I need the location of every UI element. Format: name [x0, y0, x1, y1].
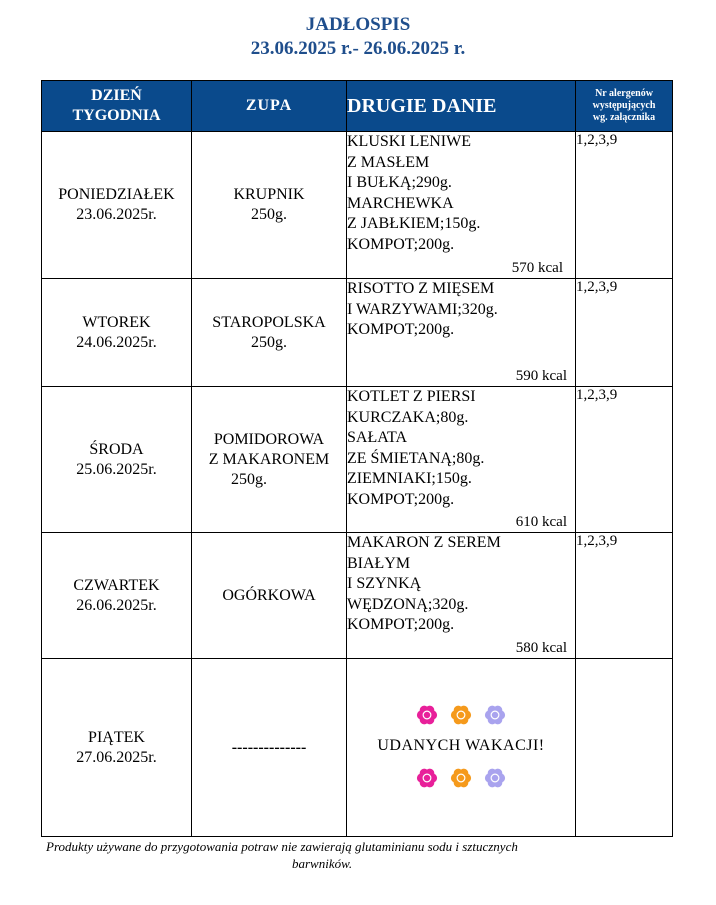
- soup-cell: --------------: [192, 659, 347, 837]
- main-dish-cell: KOTLET Z PIERSI KURCZAKA;80g. SAŁATA ZE ŚMIETANĄ;80g. ZIEMNIAKI;150g. KOMPOT;200g. 610 kcal: [347, 387, 576, 533]
- kcal-value: 580 kcal: [515, 639, 567, 656]
- allergens-cell: [576, 659, 673, 837]
- soup-cell: STAROPOLSKA 250g.: [192, 279, 347, 387]
- flower-row-bottom: [347, 767, 575, 791]
- day-cell: PIĄTEK 27.06.2025r.: [42, 659, 192, 837]
- table-header-row: [42, 81, 673, 132]
- table-row: [42, 279, 673, 387]
- main-dish-cell: MAKARON Z SEREM BIAŁYM I SZYNKĄ WĘDZONĄ;320g. KOMPOT;200g. 580 kcal: [347, 533, 576, 659]
- header-soup: ZUPA: [192, 81, 347, 132]
- main-dish-cell: RISOTTO Z MIĘSEM I WARZYWAMI;320g. KOMPOT;200g. 590 kcal: [347, 279, 576, 387]
- soup-cell: POMIDOROWA Z MAKARONEM 250g.: [192, 387, 347, 533]
- day-cell: PONIEDZIAŁEK 23.06.2025r.: [42, 132, 192, 279]
- allergens-cell: 1,2,3,9: [576, 279, 673, 387]
- day-cell: WTOREK 24.06.2025r.: [42, 279, 192, 387]
- kcal-value: 590 kcal: [515, 367, 567, 384]
- header-main: DRUGIE DANIE: [347, 81, 576, 132]
- table-row: [42, 387, 673, 533]
- day-cell: CZWARTEK 26.06.2025r.: [42, 533, 192, 659]
- flower-icon: [416, 767, 438, 789]
- allergens-cell: 1,2,3,9: [576, 533, 673, 659]
- main-dish-cell: [347, 659, 576, 837]
- soup-cell: KRUPNIK 250g.: [192, 132, 347, 279]
- allergens-cell: 1,2,3,9: [576, 387, 673, 533]
- header-allergens: Nr alergenów występujących wg. załącznika: [576, 81, 673, 132]
- date-range: 23.06.2025 r.- 26.06.2025 r.: [250, 38, 466, 59]
- menu-table: [41, 80, 673, 837]
- flower-icon: [484, 767, 506, 789]
- flower-icon: [416, 704, 438, 726]
- footer-note: Produkty używane do przygotowania potraw nie zawierają glutaminianu sodu i sztucznych barwników.: [46, 839, 518, 871]
- holiday-message: UDANYCH WAKACJI!: [377, 737, 545, 755]
- soup-cell: OGÓRKOWA: [192, 533, 347, 659]
- header-day: DZIEŃ TYGODNIA: [42, 81, 192, 132]
- table-row: [42, 659, 673, 837]
- flower-icon: [450, 704, 472, 726]
- main-dish-cell: KLUSKI LENIWE Z MASŁEM I BUŁKĄ;290g. MARCHEWKA Z JABŁKIEM;150g. KOMPOT;200g. 570 kcal: [347, 132, 576, 279]
- table-row: [42, 533, 673, 659]
- allergens-cell: 1,2,3,9: [576, 132, 673, 279]
- flower-icon: [450, 767, 472, 789]
- kcal-value: 610 kcal: [515, 513, 567, 530]
- table-row: [42, 132, 673, 279]
- page-title: JADŁOSPIS: [305, 14, 411, 35]
- flower-icon: [484, 704, 506, 726]
- flower-row-top: [347, 704, 575, 728]
- kcal-value: 570 kcal: [511, 259, 563, 276]
- day-cell: ŚRODA 25.06.2025r.: [42, 387, 192, 533]
